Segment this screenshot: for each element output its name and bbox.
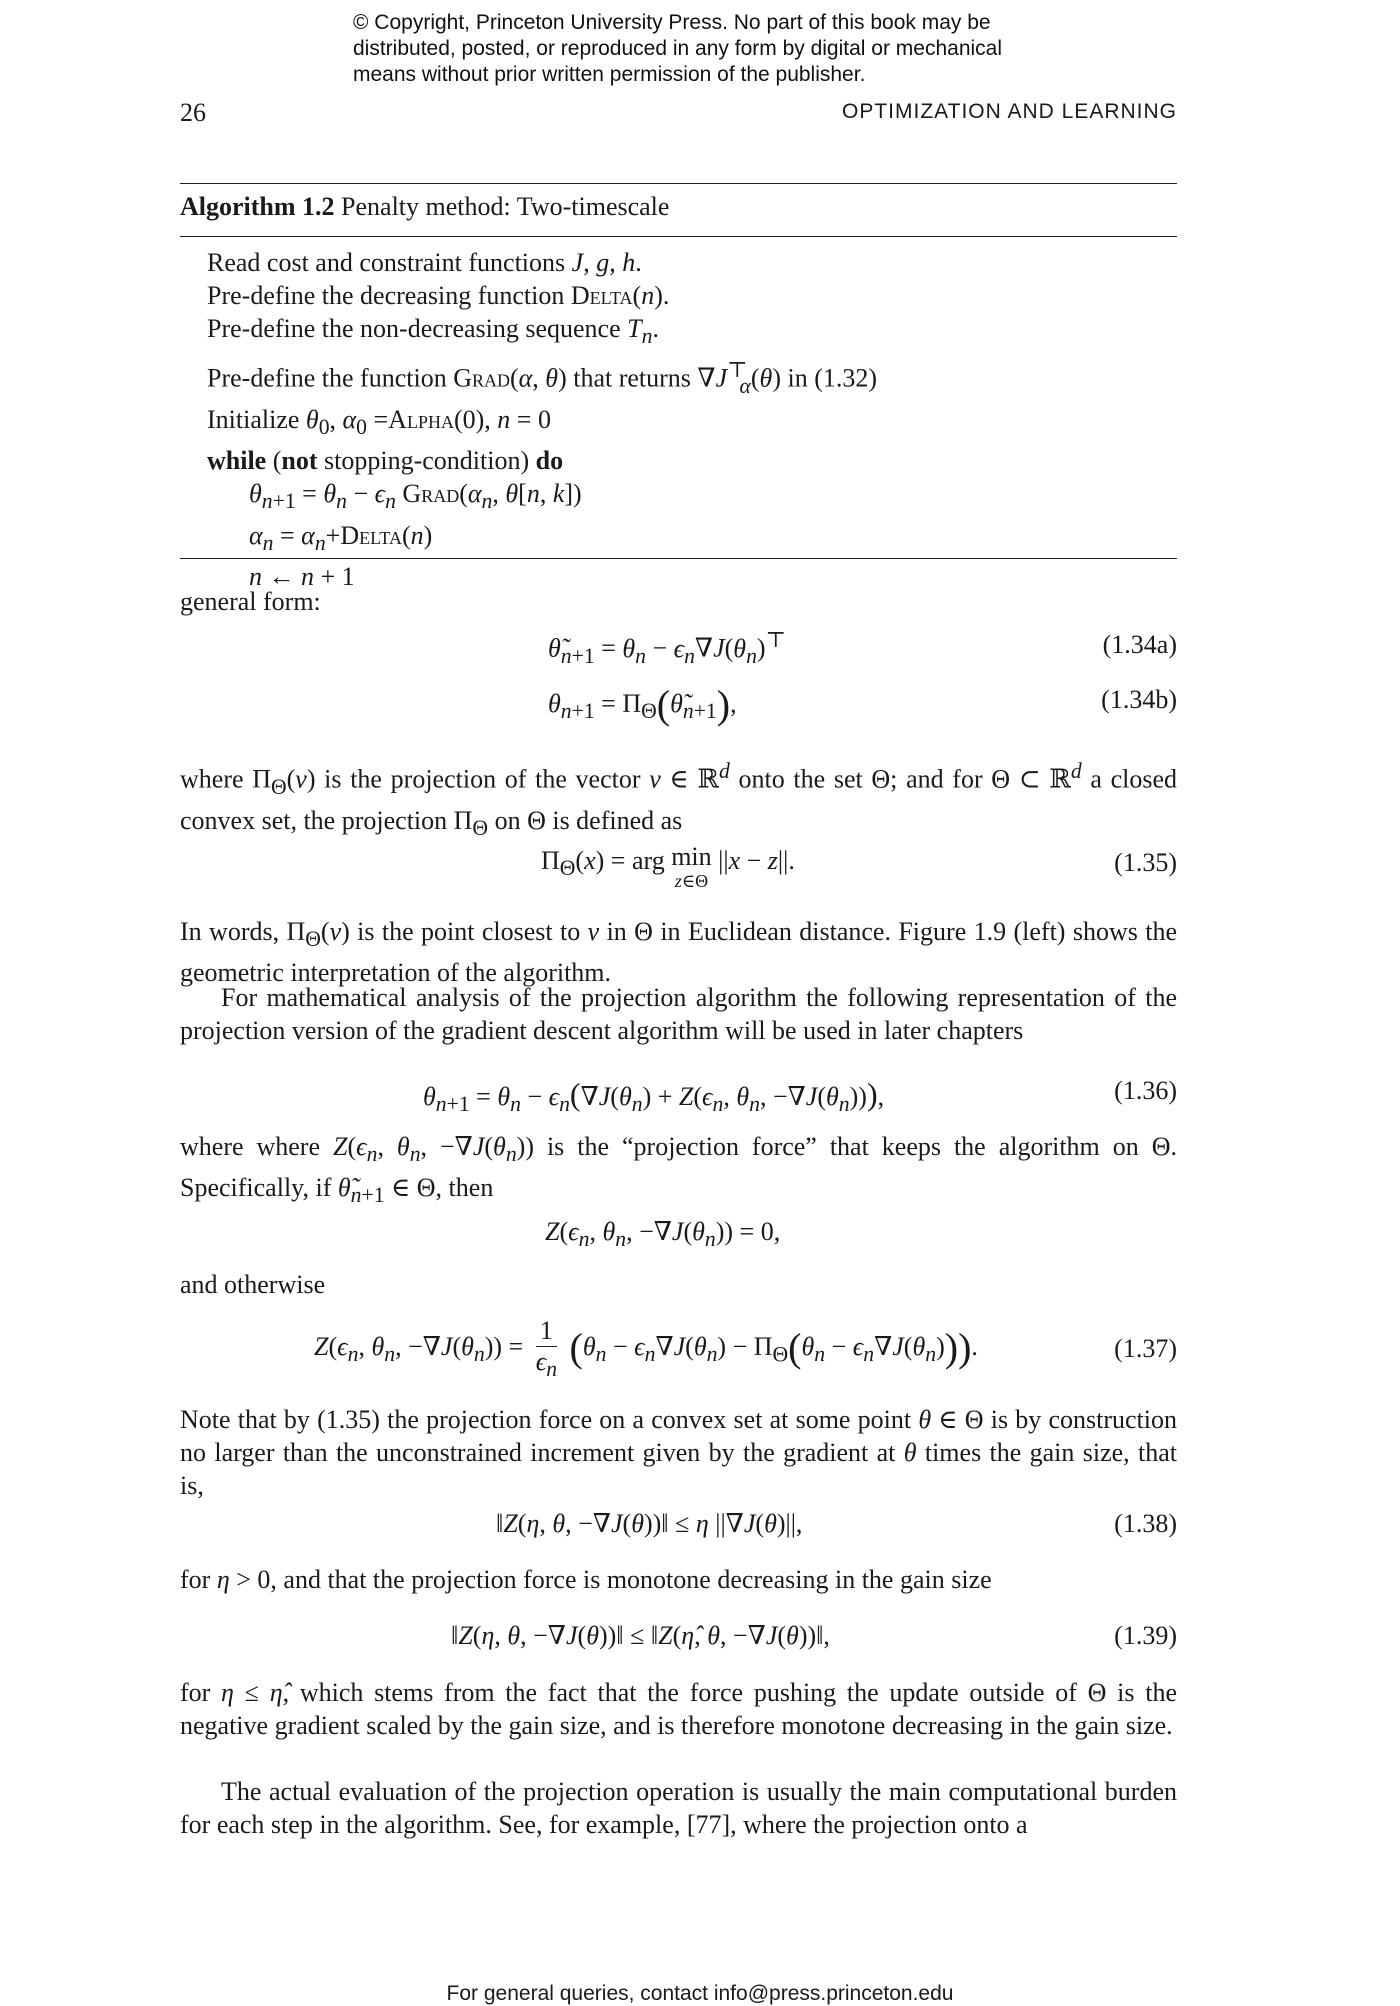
algorithm-title — [180, 192, 669, 222]
algo-line: while (not stopping-condition) do — [207, 446, 564, 476]
paragraph: where $\Pi_\Theta(v)$ is the projection of the vector v ∈ ℝ$^d$ onto the set Θ; and for Θ ⊂ ℝ$^d$ a closed convex set, the projection $\Pi_\Theta$ on Θ is defined as — [180, 759, 1177, 841]
paragraph: for η > 0, and that the projection force is monotone decreasing in the gain size — [180, 1565, 992, 1594]
algo-line: n ← n + 1 — [249, 562, 355, 592]
algo-line: $\theta_{n+1} = \theta_n - \epsilon_n$ $Grad(\alpha_n$, θ[n, k]) — [249, 479, 582, 514]
copyright-notice — [353, 10, 1113, 88]
paragraph: In words, $\Pi_\Theta(v)$ is the point closest to v in Θ in Euclidean distance. Figure 1.9 (left) shows the geometric interpretation of the algorithm. — [180, 917, 1178, 988]
algo-line: Pre-define the function Grad(α, θ) that returns $\nabla J^⊤_\alpha(\theta)$ in (1.32) — [207, 357, 878, 398]
paragraph: and otherwise — [180, 1270, 326, 1299]
equation-number: (1.39) — [1114, 1621, 1177, 1650]
page-number: 26 — [180, 98, 206, 127]
paragraph: For mathematical analysis of the projection algorithm the following representation of the projection version of the gradient descent algorithm will be used in later chapters — [180, 983, 1177, 1045]
equation-1-39: ‖Z(η, θ, −∇J(θ))‖ ≤ ‖Z(η̂, θ, −∇J(θ))‖, — [451, 1621, 830, 1650]
copyright-line: means without prior written permission of the publisher. — [353, 63, 866, 86]
copyright-line: © Copyright, Princeton University Press. No part of this book may be — [353, 11, 991, 34]
algorithm-header-rule — [180, 236, 1177, 237]
paragraph: Note that by (1.35) the projection force on a convex set at some point θ ∈ Θ is by construction no larger than the unconstrained increment given by the gradient at θ times the gain size, that is, — [180, 1405, 1177, 1500]
algorithm-top-rule — [180, 183, 1177, 184]
equation-1-34b: $\theta_{n+1}$ = $\Pi_\Theta(\thetã_{n+1})$, — [548, 682, 737, 727]
algorithm-name: Penalty method: Two-timescale — [341, 192, 670, 221]
footer-contact: For general queries, contact info@press.princeton.edu — [446, 1982, 954, 2005]
algo-line: Read cost and constraint functions J, g, h. — [207, 248, 642, 277]
equation-1-37: $Z(\epsilon_n$, $\theta_n$, $-\nabla J(\theta_n)$) = $\frac{1}{\epsilon_n}$ $(\theta_n - \epsilon_n\nabla J(\theta_n) - \Pi_\Theta(\theta_n - \epsilon_n\nabla J(\theta_n)))$. — [314, 1316, 978, 1382]
algorithm-label: Algorithm 1.2 — [180, 192, 335, 221]
algo-line: $\alpha_n$ = $\alpha_n+Delta(n)$ — [249, 520, 433, 556]
equation-z-zero: $Z(\epsilon_n$, $\theta_n$, $-\nabla J(\theta_n)) = 0$, — [545, 1217, 781, 1252]
equation-number: (1.34a) — [1102, 630, 1177, 659]
paragraph: The actual evaluation of the projection operation is usually the main computational burden for each step in the algorithm. See, for example, [77], where the projection onto a — [180, 1777, 1177, 1839]
paragraph: general form: — [180, 587, 321, 616]
running-head: OPTIMIZATION AND LEARNING — [842, 100, 1177, 123]
algo-line: Initialize $\theta_0$, $\alpha_0$ =Alpha(0), n = 0 — [207, 404, 551, 440]
equation-number: (1.37) — [1114, 1334, 1177, 1363]
equation-1-36: $\theta_{n+1} = \theta_n - \epsilon_n(\nabla J(\theta_n) + Z(\epsilon_n$, $\theta_n$, $-\nabla J(\theta_n)$)), — [423, 1076, 885, 1117]
equation-1-35: $\Pi_\Theta(x)$ = arg min z∈Θ ||x − z||. — [541, 842, 795, 891]
paragraph: where where $Z(\epsilon_n$, $\theta_n$, $-\nabla J(\theta_n)$) is the “projection force” that keeps the algorithm on Θ. Specifically, if $\thetã_{n+1}$ ∈ Θ, then — [180, 1132, 1178, 1208]
paragraph: for η ≤ η̂, which stems from the fact that the force pushing the update outside of Θ is the negative gradient scaled by the gain size, and is therefore monotone decreasing in the gain size. — [180, 1678, 1177, 1740]
algorithm-body — [207, 246, 877, 593]
algo-line: Pre-define the decreasing function Delta(n). — [207, 281, 670, 311]
equation-number: (1.38) — [1114, 1509, 1177, 1538]
equation-number: (1.34b) — [1101, 685, 1177, 714]
algo-line: Pre-define the non-decreasing sequence $T_n$. — [207, 314, 659, 349]
equation-1-34a: $\thetã_{n+1} = \theta_n - \epsilon_n\nabla J(\theta_n)^⊤$ — [548, 628, 786, 668]
algorithm-bottom-rule — [180, 558, 1177, 559]
equation-number: (1.35) — [1114, 848, 1177, 877]
equation-number: (1.36) — [1114, 1076, 1177, 1105]
copyright-line: distributed, posted, or reproduced in any form by digital or mechanical — [353, 37, 1003, 60]
equation-1-38: ‖Z(η, θ, −∇J(θ))‖ ≤ η ||∇J(θ)||, — [496, 1509, 803, 1538]
